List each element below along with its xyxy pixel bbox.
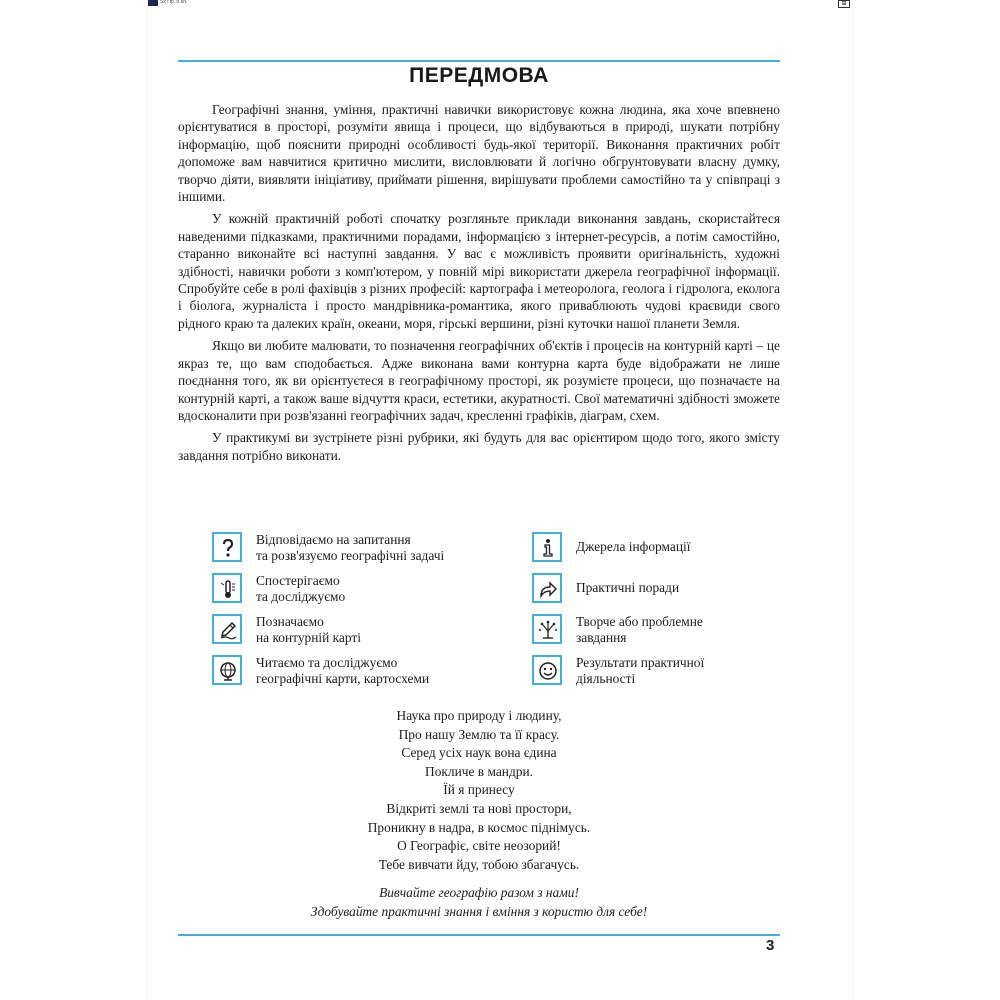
book-icon: ⊞ [838,0,850,8]
preface-body [178,101,780,469]
legend-item-mark-map [212,614,482,648]
poem-line: Про нашу Землю та її красу. [398,726,560,742]
corner-label: Ѕх Пр. б кл. [160,0,188,5]
legend-label-line: на контурній карті [256,630,361,645]
paragraph-1: Географічні знання, уміння, практичні навички використовує кожна людина, яка хоче впевнено орієнтуватися в просторі, розуміти явища і процеси, що відбуваються в природі, шукати потрібну інформацію, щоб пояснити природні особливості будь-якої території. Виконання практичних робіт допоможе вам навчитися критично мислити, висловлювати й логічно обгрунтовувати власну думку, творчо діяти, виявляти ініціативу, приймати рішення, вирішувати проблеми самостійно та у співпраці з іншими. [178,102,780,205]
pencil-icon [212,614,242,644]
legend-label-line: завдання [576,630,627,645]
legend-label-line: Позначаємо [256,614,324,629]
legend-label-line: Джерела інформації [576,539,691,554]
legend-item-sources [532,532,802,566]
legend-item-tips [532,573,802,607]
legend-label-line: та розв'язуємо географічні задачі [256,548,445,563]
smiley-icon [532,655,562,685]
rubric-legend [212,532,772,692]
legend-item-questions [212,532,482,566]
legend-label-line: Читаємо та досліджуємо [256,655,398,670]
poem-line: Відкриті землі та нові простори, [386,800,572,816]
legend-label-line: Практичні поради [576,580,680,595]
legend-item-results [532,655,802,689]
legend-label-line: та досліджуємо [256,589,346,604]
info-icon [532,532,562,562]
question-icon [212,532,242,562]
legend-item-creative [532,614,802,648]
legend-label-line: географічні карти, картосхеми [256,671,430,686]
legend-label-line: Результати практичної [576,655,705,670]
page-title: ПЕРЕДМОВА [409,64,549,87]
poem-line: Серед усіх наук вона єдина [401,745,557,761]
thermometer-icon [212,573,242,603]
poem-line: Покличе в мандри. [425,763,533,779]
top-rule [178,60,780,62]
motto-line: Здобувайте практичні знання і вміння з користю для себе! [310,903,648,919]
paragraph-3: Якщо ви любите малювати, то позначення географічних об'єктів і процесів на контурній карті – це якраз те, що вам сподобається. Адже виконана вами контурна карта буде відображати не лише поєднання того, як ви орієнтуєтеся в географічному просторі, як розумієте процеси, що позначаєте на контурній карті, а також ваше відчуття краси, естетики, акуратності. Свої математичні здібності зможете вдосконалити при розв'язанні географічних задач, кресленні графіків, діаграм, схем. [178,338,780,423]
legend-item-maps [212,655,482,689]
bottom-rule [178,934,780,936]
legend-label-line: Спостерігаємо [256,573,340,588]
legend-item-observe [212,573,482,607]
motto-line: Вивчайте географію разом з нами! [379,885,579,900]
paragraph-4: У практикумі ви зустрінете різні рубрики, які будуть для вас орієнтиром щодо того, якого змісту завдання потрібно виконати. [178,430,780,463]
share-arrow-icon [532,573,562,603]
poem-line: Їй я принесу [443,782,515,798]
legend-label-line: Відповідаємо на запитання [256,532,411,547]
poem-line: О Географіє, світе неозорий! [397,838,561,854]
paragraph-2: У кожній практичній роботі спочатку розгляньте приклади виконання завдань, скористайтеся наведеними підказками, практичними порадами, інформацією з інтернет-ресурсів, а потім самостійно, старанно виконайте всі наступні завдання. У вас є можливість проявити оригінальність, художні здібності, навички роботи з комп'ютером, у повній мірі використати джерела географічної інформації. Спробуйте себе в ролі фахівців з різних професій: картографа і метеоролога, геолога і гідролога, еколога і біолога, журналіста і просто мандрівника-романтика, якого приваблюють чудові краєвиди свого рідного краю та далеких країн, океани, моря, гірські вершини, різні куточки нашої планети Земля. [178,211,780,331]
poem-line: Тебе вивчати йду, тобою збагачусь. [378,856,580,872]
globe-icon [212,655,242,685]
poem-line: Наука про природу і людину, [396,708,562,723]
motto [178,884,780,921]
legend-label-line: Творче або проблемне [576,614,703,629]
poem-line: Проникну в надра, в космос піднімусь. [367,819,591,835]
corner-tab [148,0,158,6]
sparkle-icon [532,614,562,644]
poem [178,707,780,874]
page-number: 3 [766,937,775,954]
legend-label-line: діяльності [576,671,636,686]
